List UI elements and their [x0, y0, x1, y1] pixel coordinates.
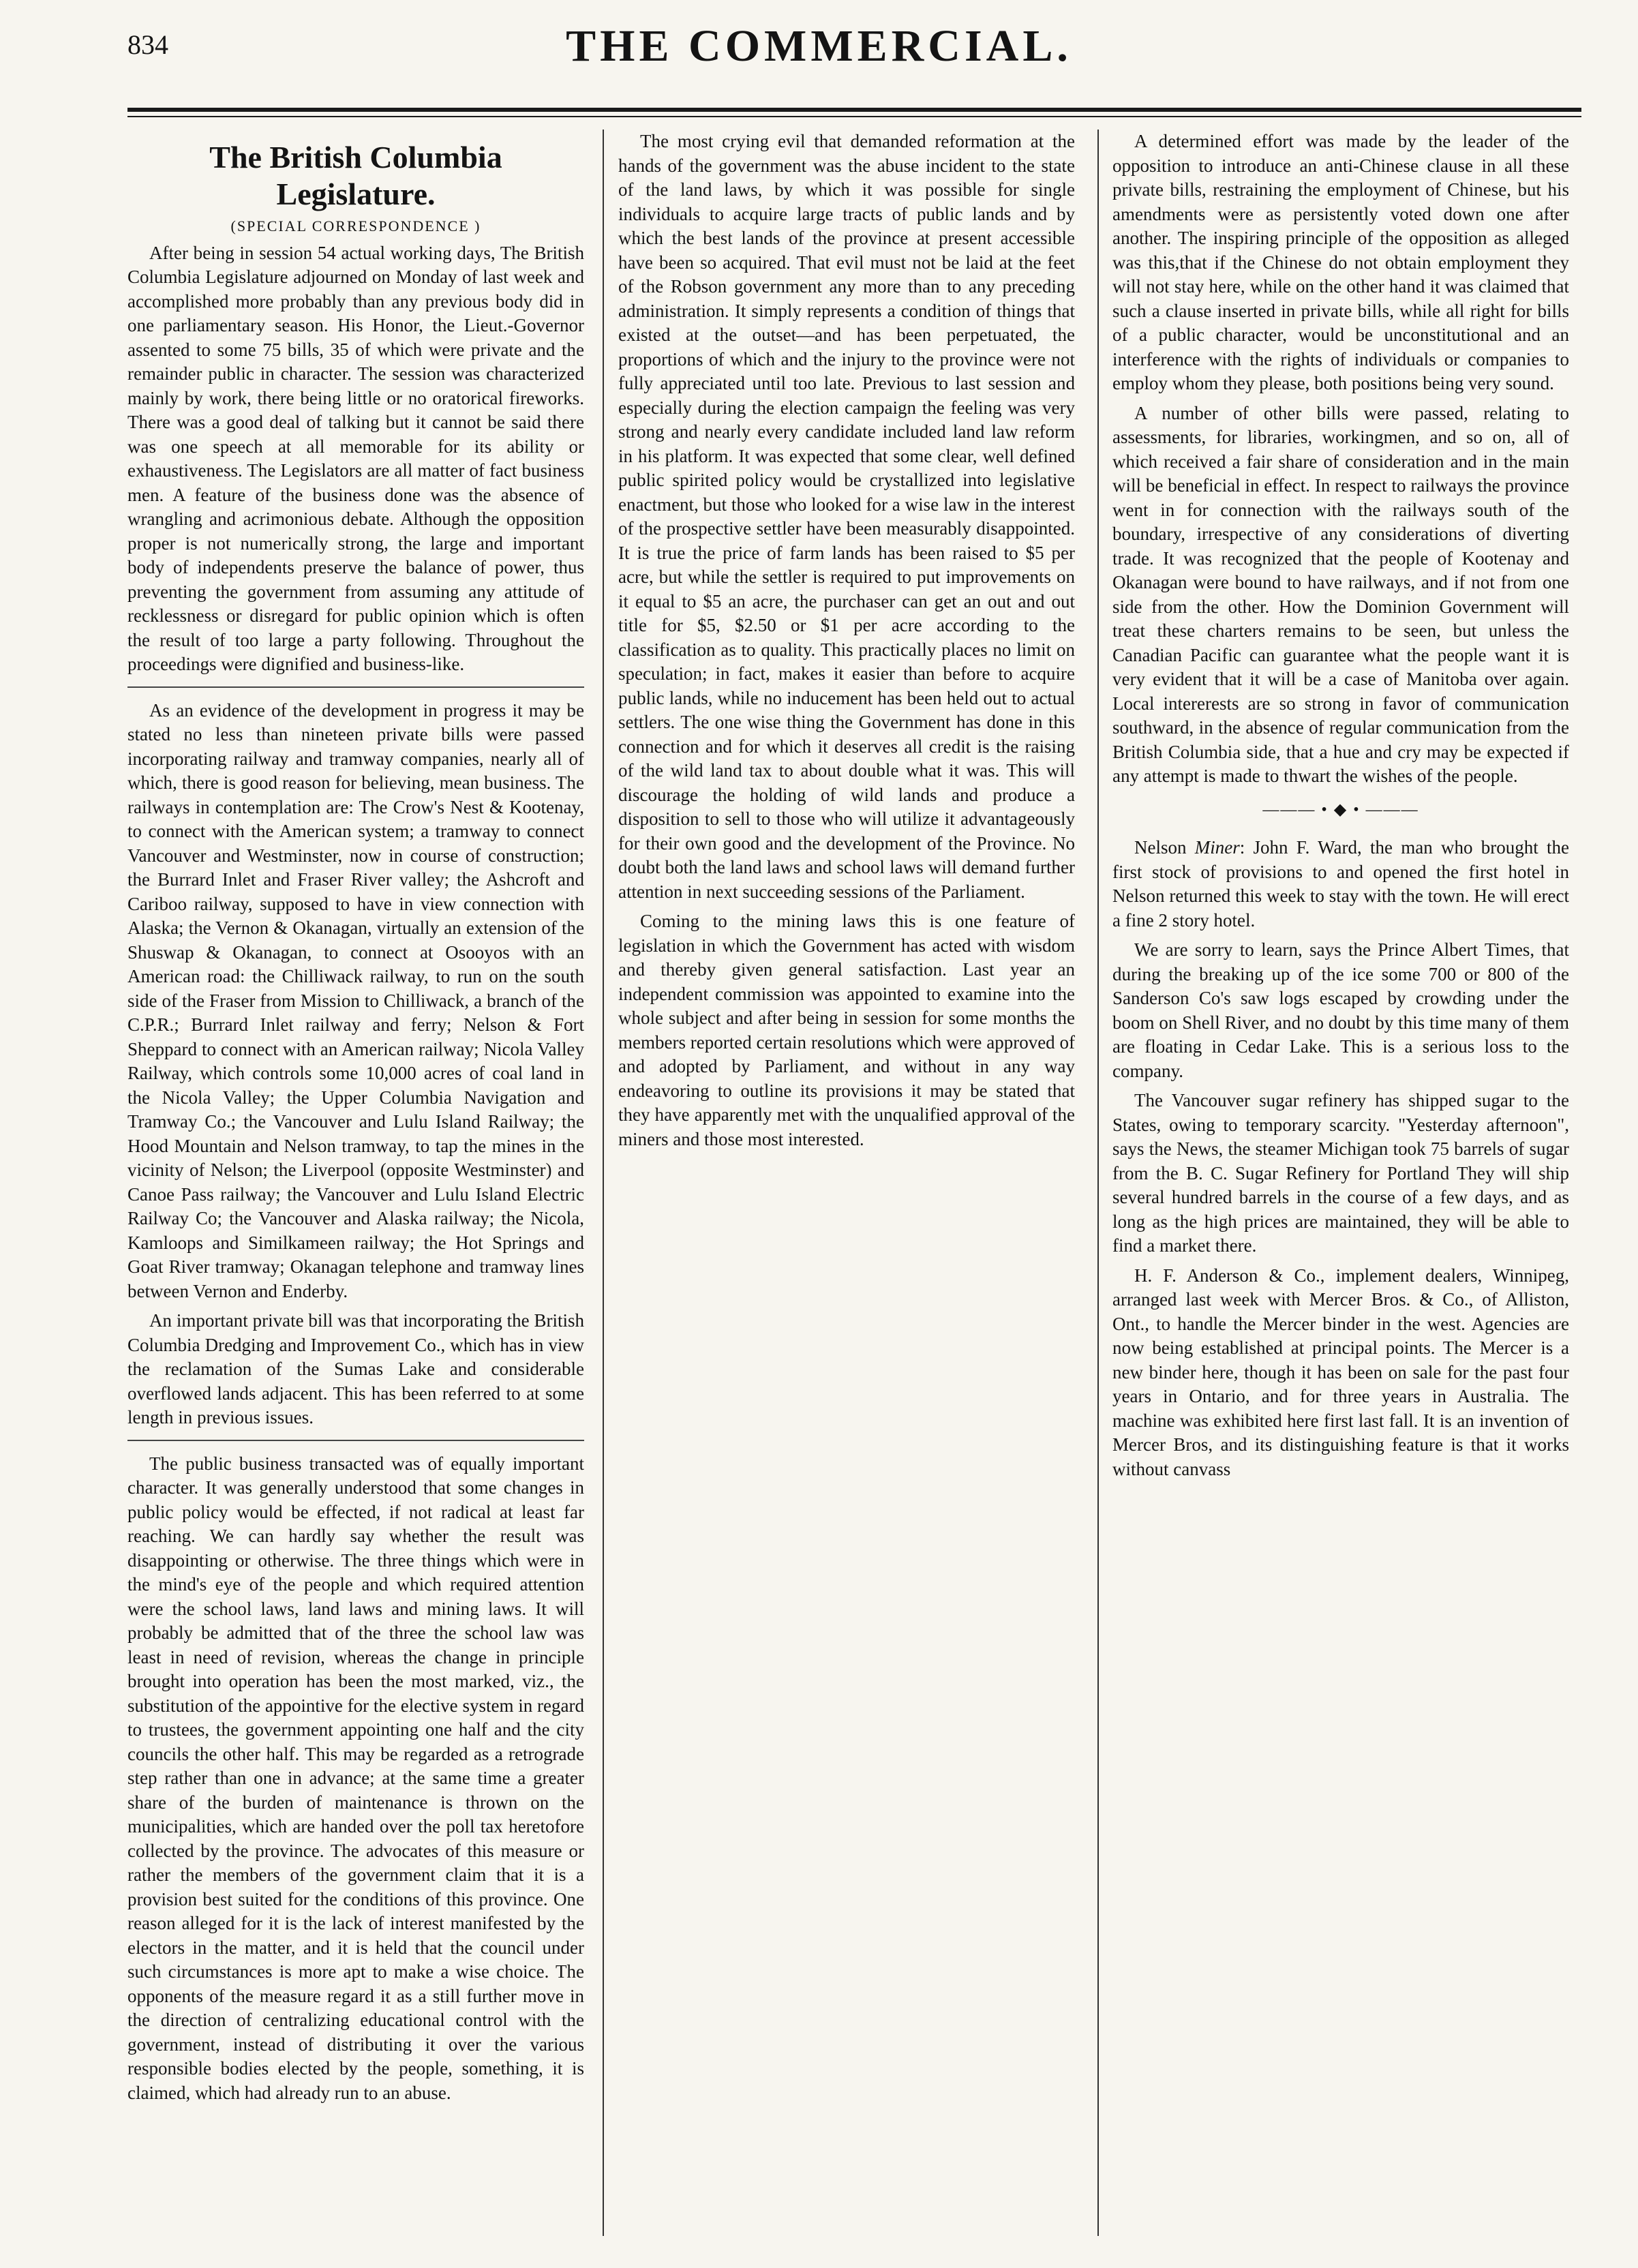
article-paragraph: Coming to the mining laws this is one feature of legislation in which the Government has acted with wisdom and thereby given general satisfaction. Last year an independent commission was appointed to examine into the whole subject and after being in session for some months the members reported certain resolutions which were approved of and adopted by Parliament, and without in any way endeavoring to outline its provisions it may be stated that they have apparently met with the unqualified approval of the miners and those most interested.	[618, 911, 1075, 1149]
column-3	[1112, 130, 1569, 1487]
article-paragraph: The most crying evil that demanded reformation at the hands of the government was the abuse incident to the state of the land laws, by which it was possible for single individuals to acquire large tracts of public lands and by which the best lands of the province at present accessible have been so acquired. That evil must not be laid at the feet of the Robson government any more than to any preceding administration. It simply represents a condition of things that existed at the outset—and has been perpetuated, the proportions of which and the injury to the province were not fully appreciated until too late. Previous to last session and especially during the election campaign the feeling was very strong and nearly every candidate included land law reform in his platform. It was expected that some clear, well defined public spirited policy would be crystallized into legislative enactment, but those who looked for a wise law in the interest of the prospective settler have been measurably disappointed. It is true the price of farm lands has been raised to $5 per acre, but while the settler is required to put improvements on it equal to $5 an acre, the purchaser can get an out and out title for $5, $2.50 or $1 per acre according to the classification as to quality. This practically places no limit on speculation; in fact, makes it easier than before to acquire public lands, while no inducement has been held out to actual settlers. The one wise thing the Government has done in this connection and for which it deserves all credit is the raising of the wild land tax to about double what it was. This will discourage the holding of wild lands and produce a disposition to sell to those who will utilize it advantageously for their own good and the development of the Province. No doubt both the land laws and school laws will demand further attention in next succeeding sessions of the Parliament.	[618, 131, 1075, 902]
article-headline: The British Columbia Legislature.	[209, 140, 502, 211]
news-item-lead: Nelson	[1134, 837, 1195, 858]
article-paragraph: An important private bill was that incorporating the British Columbia Dredging and Improvement Co., which has in view the reclamation of the Sumas Lake and considerable overflowed lands adjacent. This has been referred to at some length in previous issues.	[127, 1310, 584, 1427]
article-paragraph: After being in session 54 actual working days, The British Columbia Legislature adjourned on Monday of last week and accomplished more probably than any previous body did in one parliamentary season. His Honor, the Lieut.-Governor assented to some 75 bills, 35 of which were private and the remainder public in character. The session was characterized mainly by work, there being little or no oratorical fireworks. There was a good deal of talking but it cannot be said there was one speech at all memorable for its ability or exhaustiveness. The Legislators are all matter of fact business men. A feature of the business done was the absence of wrangling and acrimonious debate. Although the opposition proper is not numerically strong, the large and important body of independents preserve the balance of power, thus preventing the government from assuming any attitude of recklessness or disregard for public opinion which is often the result of too large a party following. Throughout the proceedings were dignified and business-like.	[127, 242, 584, 674]
news-item-text: : John F. Ward, the man who brought the first stock of provisions to and opened the first hotel in Nelson returned this week to stay with the town. He will erect a fine 2 story hotel.	[1112, 837, 1569, 931]
article-byline: (SPECIAL CORRESPONDENCE )	[230, 217, 481, 235]
column-divider	[1097, 130, 1099, 2236]
page-number: 834	[127, 29, 168, 60]
article-paragraph: A determined effort was made by the leader of the opposition to introduce an anti-Chinese clause in all these private bills, restraining the employment of Chinese, but his amendments were as persistently voted down one after another. The inspiring principle of the opposition as alleged was this,that if the Chinese do not obtain employment they will not stay here, while on the other hand it was claimed that such a clause inserted in private bills, while all right for bills of a public character, would be unconstitutional and an interference with the rights of individuals or companies to employ whom they please, both positions being very sound.	[1112, 131, 1569, 393]
article-paragraph: The public business transacted was of equally important character. It was generally understood that some changes in public policy would be effected, if not radical at least far reaching. We can hardly say whether the result was disappointing or otherwise. The three things which were in the mind's eye of the people and which required attention were the school laws, land laws and mining laws. It will probably be admitted that of the three the school law was least in need of revision, whereas the change in principle brought into operation has been the most marked, viz., the substitution of the appointive for the elective system in regard to trustees, the government appointing one half and the city councils the other half. This may be regarded as a retrograde step rather than one in advance; at the same time a greater share of the burden of maintenance is thrown on the municipalities, which are handed over the poll tax heretofore collected by the province. The advocates of this measure or rather the members of the government claim that it is a provision best suited for the conditions of this province. One reason alleged for it is the lack of interest manifested by the electors in the matter, and it is held that the council under such circumstances is more apt to make a wise choice. The opponents of the measure regard it as a still further move in the direction of centralizing educational control with the government, instead of distributing it over the various responsible bodies elected by the people, something, it is claimed, which had already run to an abuse.	[127, 1453, 584, 2103]
masthead-rule	[127, 108, 1581, 112]
article-paragraph: A number of other bills were passed, relating to assessments, for libraries, workingmen, and so on, all of which received a fair share of consideration and in the main will be beneficial in effect. In respect to railways the province went in for connection with the railways south of the boundary, irrespective of any considerations of diverting trade. It was recognized that the people of Kootenay and Okanagan were bound to have railways, and if not from one side from the other. How the Dominion Government will treat these charters remains to be seen, but unless the Canadian Pacific can guarantee what the people want it is very evident that it will be a case of Manitoba over again. Local intererests are so strong in favor of communication southward, in the absence of regular communication from the British Columbia side, that a hue and cry may be expected if any attempt is made to thwart the wishes of the people.	[1112, 402, 1569, 786]
paragraph-separator	[127, 686, 584, 688]
section-ornament: ——— • ◆ • ———	[1262, 800, 1419, 819]
column-1	[127, 130, 584, 2111]
newspaper-title: THE COMMERCIAL.	[566, 21, 1072, 71]
news-item-source: Miner	[1194, 837, 1240, 858]
column-2	[618, 130, 1075, 1157]
article-paragraph: As an evidence of the development in progress it may be stated no less than nineteen private bills were passed incorporating railway and tramway companies, nearly all of which, there is good reason for believing, mean business. The railways in contemplation are: The Crow's Nest & Kootenay, to connect with the American system; a tramway to connect Vancouver and Westminster, now in course of construction; the Burrard Inlet and Fraser River valley; the Ashcroft and Cariboo railway, supposed to have in view connection with Alaska; the Vernon & Okanagan, virtually an extension of the Shuswap & Okanagan, to connect at Osooyos with an American road: the Chilliwack railway, to run on the south side of the Fraser from Mission to Chilliwack, a branch of the C.P.R.; Burrard Inlet railway and ferry; Nelson & Fort Sheppard to connect with an American railway; Nicola Valley Railway, which controls some 10,000 acres of coal land in the Nicola Valley; the Upper Columbia Navigation and Tramway Co.; the Vancouver and Lulu Island Railway; the Hood Mountain and Nelson tramway, to tap the mines in the vicinity of Nelson; the Liverpool (opposite Westminster) and Canoe Pass railway; the Vancouver and Lulu Island Electric Railway Co; the Vancouver and Alaska railway; the Nicola, Kamloops and Similkameen railway; the Hot Springs and Goat River tramway; Okanagan telephone and tramway lines between Vernon and Enderby.	[127, 699, 584, 1301]
paragraph-separator	[127, 1440, 584, 1441]
news-item	[1112, 836, 1569, 933]
column-divider	[603, 130, 604, 2236]
masthead	[0, 0, 1638, 123]
masthead-rule-thin	[127, 116, 1581, 117]
news-item: H. F. Anderson & Co., implement dealers, Winnipeg, arranged last week with Mercer Bros. & Co., of Alliston, Ont., to handle the Mercer binder in the west. Agencies are now being established at principal points. The Mercer is a new binder here, though it has been on sale for the past four years in Ontario, and for three years in Australia. The machine was exhibited here first last fall. It is an invention of Mercer Bros, and its distinguishing feature is that it works without canvass	[1112, 1265, 1569, 1479]
news-item: The Vancouver sugar refinery has shipped sugar to the States, owing to temporary scarcity. "Yesterday afternoon", says the News, the steamer Michigan took 75 barrels of sugar from the B. C. Sugar Refinery for Portland They will ship several hundred barrels in the course of a few days, and as long as the high prices are maintained, they will be able to find a market there.	[1112, 1090, 1569, 1256]
news-item: We are sorry to learn, says the Prince Albert Times, that during the breaking up of the ice some 700 or 800 of the Sanderson Co's saw logs escaped by crowding under the boom on Shell River, and no doubt by this time many of them are floating in Cedar Lake. This is a serious loss to the company.	[1112, 939, 1569, 1081]
